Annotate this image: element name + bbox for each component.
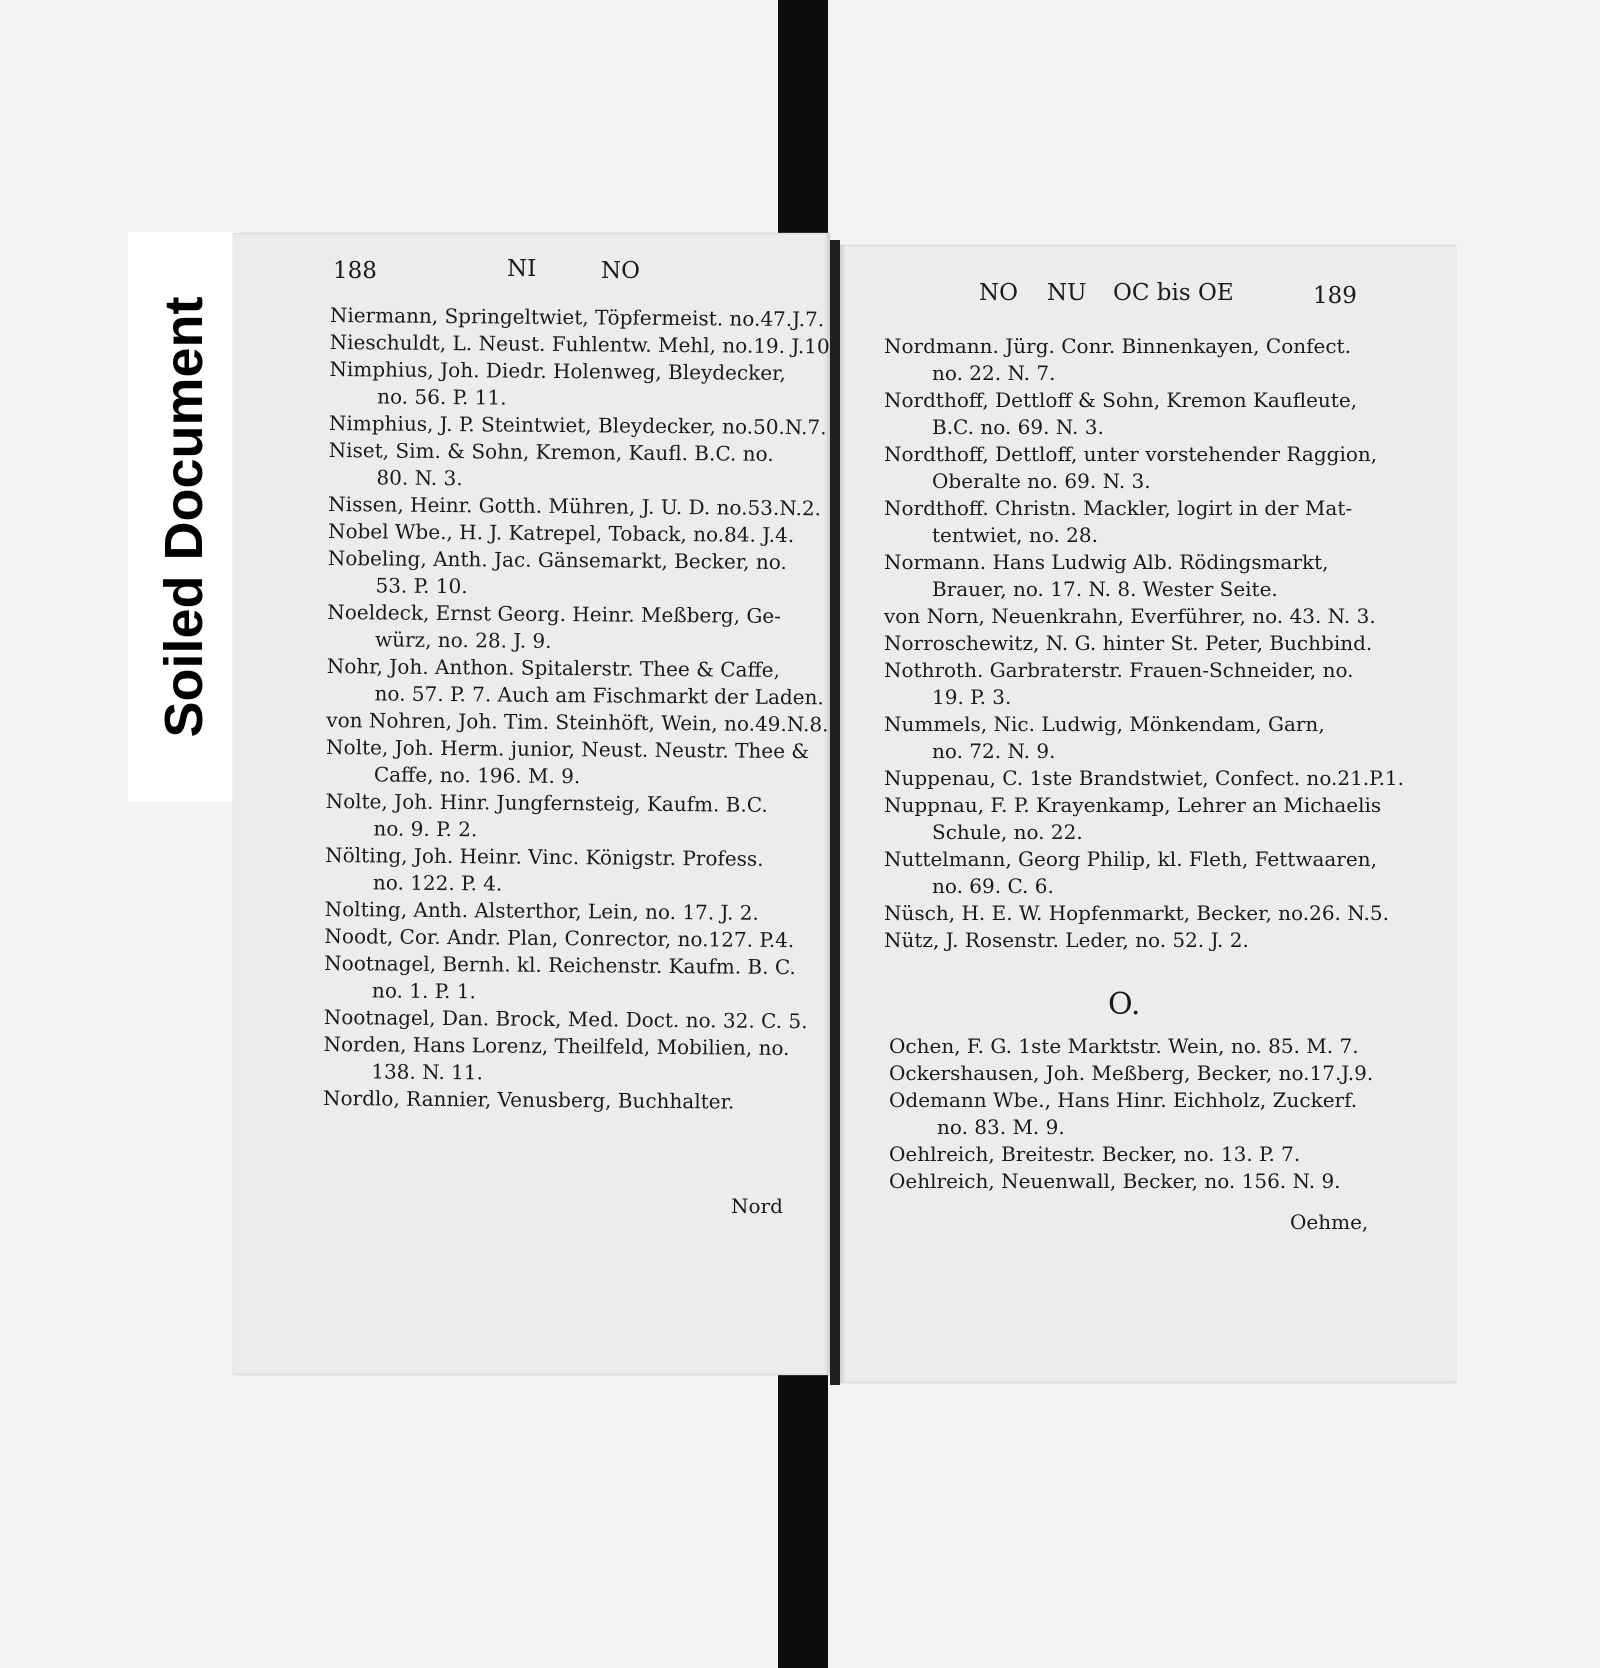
soiled-document-label: Soiled Document bbox=[154, 296, 214, 738]
entry-continuation-line: no. 83. M. 9. bbox=[937, 1115, 1065, 1139]
directory-entry bbox=[884, 792, 1404, 846]
right-entry-list-o bbox=[889, 1033, 1373, 1195]
page-number-right: 189 bbox=[1313, 283, 1357, 309]
directory-entry bbox=[884, 657, 1404, 711]
directory-entry bbox=[889, 1033, 1373, 1060]
entry-line: von Norn, Neuenkrahn, Everführer, no. 43. N. 3. bbox=[884, 604, 1376, 628]
entry-continuation-line: 53. P. 10. bbox=[375, 573, 468, 599]
entry-line: Odemann Wbe., Hans Hinr. Eichholz, Zuckerf. bbox=[889, 1088, 1358, 1112]
entry-line: Nuppenau, C. 1ste Brandstwiet, Confect. no.21.P.1. bbox=[884, 766, 1405, 790]
entry-continuation-line: no. 56. P. 11. bbox=[377, 384, 507, 410]
entry-line: Ochen, F. G. 1ste Marktstr. Wein, no. 85. M. 7. bbox=[889, 1034, 1359, 1058]
entry-line: Noodt, Cor. Andr. Plan, Conrector, no.127. P.4. bbox=[324, 923, 795, 953]
page-number-left: 188 bbox=[333, 258, 377, 284]
entry-line: Nordthoff, Dettloff & Sohn, Kremon Kaufleute, bbox=[884, 388, 1358, 412]
entry-line: Nölting, Joh. Heinr. Vinc. Königstr. Profess. bbox=[325, 842, 764, 871]
entry-line: Ockershausen, Joh. Meßberg, Becker, no.17.J.9. bbox=[889, 1061, 1374, 1085]
running-head-right-2: NU bbox=[1047, 280, 1087, 306]
entry-continuation-line: no. 22. N. 7. bbox=[932, 361, 1056, 385]
entry-line: Oehlreich, Neuenwall, Becker, no. 156. N. 9. bbox=[889, 1169, 1341, 1193]
entry-line: Nobeling, Anth. Jac. Gänsemarkt, Becker, no. bbox=[327, 545, 787, 574]
entry-line: Nieschuldt, L. Neust. Fuhlentw. Mehl, no.19. J.10. bbox=[329, 329, 837, 359]
catchword-left: Nord bbox=[731, 1194, 783, 1218]
directory-entry bbox=[884, 900, 1404, 927]
directory-entry bbox=[884, 927, 1404, 954]
entry-continuation-line: Schule, no. 22. bbox=[932, 820, 1083, 844]
catchword-right: Oehme, bbox=[1290, 1210, 1369, 1234]
entry-continuation-line: 80. N. 3. bbox=[376, 465, 463, 491]
directory-entry bbox=[326, 653, 833, 711]
entry-line: Norroschewitz, N. G. hinter St. Peter, Buchbind. bbox=[884, 631, 1373, 655]
entry-line: Nothroth. Garbraterstr. Frauen-Schneider, no. bbox=[884, 658, 1354, 682]
directory-entry bbox=[323, 1031, 830, 1089]
directory-entry bbox=[889, 1168, 1373, 1195]
entry-continuation-line: Brauer, no. 17. N. 8. Wester Seite. bbox=[932, 577, 1278, 601]
entry-line: Nissen, Heinr. Gotth. Mühren, J. U. D. no.53.N.2. bbox=[328, 491, 822, 521]
entry-line: Norden, Hans Lorenz, Theilfeld, Mobilien, no. bbox=[323, 1031, 790, 1061]
entry-line: Nimphius, J. P. Steintwiet, Bleydecker, no.50.N.7. bbox=[328, 410, 827, 440]
running-head-right-3: OC bis OE bbox=[1113, 280, 1234, 306]
entry-continuation-line: 19. P. 3. bbox=[932, 685, 1012, 709]
entry-line: Oehlreich, Breitestr. Becker, no. 13. P. 7. bbox=[889, 1142, 1301, 1166]
directory-entry bbox=[884, 711, 1404, 765]
running-head-right-1: NO bbox=[979, 280, 1018, 306]
entry-line: Nordthoff. Christn. Mackler, logirt in der Mat- bbox=[884, 496, 1353, 520]
entry-line: Nobel Wbe., H. J. Katrepel, Toback, no.84. J.4. bbox=[327, 518, 795, 548]
directory-entry bbox=[884, 549, 1404, 603]
directory-entry bbox=[884, 846, 1404, 900]
directory-entry bbox=[325, 788, 832, 846]
entry-line: Nolte, Joh. Hinr. Jungfernsteig, Kaufm. B.C. bbox=[325, 788, 768, 817]
directory-entry bbox=[884, 387, 1404, 441]
entry-line: Nuttelmann, Georg Philip, kl. Fleth, Fettwaaren, bbox=[884, 847, 1377, 871]
entry-line: Nootnagel, Dan. Brock, Med. Doct. no. 32. C. 5. bbox=[323, 1004, 808, 1034]
directory-entry bbox=[327, 545, 834, 603]
directory-entry bbox=[329, 356, 836, 414]
directory-entry bbox=[884, 630, 1404, 657]
directory-entry bbox=[889, 1141, 1373, 1168]
directory-entry bbox=[889, 1060, 1373, 1087]
binding-strip-top bbox=[778, 0, 828, 250]
section-heading-o: O. bbox=[1108, 987, 1141, 1022]
entry-line: Nordmann. Jürg. Conr. Binnenkayen, Confect. bbox=[884, 334, 1351, 358]
entry-continuation-line: no. 122. P. 4. bbox=[372, 870, 503, 896]
entry-continuation-line: no. 72. N. 9. bbox=[932, 739, 1056, 763]
entry-line: Nolting, Anth. Alsterthor, Lein, no. 17. J. 2. bbox=[324, 896, 759, 925]
entry-line: Nüsch, H. E. W. Hopfenmarkt, Becker, no.26. N.5. bbox=[884, 901, 1389, 925]
entry-line: Noeldeck, Ernst Georg. Heinr. Meßberg, Ge- bbox=[327, 599, 782, 628]
entry-line: Niermann, Springeltwiet, Töpfermeist. no.47.J.7. bbox=[329, 302, 825, 332]
binding-strip-bottom bbox=[778, 1360, 828, 1668]
directory-entry bbox=[326, 734, 833, 792]
entry-line: Nohr, Joh. Anthon. Spitalerstr. Thee & Caffe, bbox=[326, 653, 781, 682]
directory-entry bbox=[323, 1085, 830, 1116]
running-head-left-2: NO bbox=[601, 258, 640, 284]
entry-line: Nootnagel, Bernh. kl. Reichenstr. Kaufm. B. C. bbox=[324, 950, 796, 980]
directory-entry bbox=[328, 437, 835, 495]
entry-line: Nordlo, Rannier, Venusberg, Buchhalter. bbox=[322, 1085, 735, 1114]
directory-entry bbox=[884, 603, 1404, 630]
entry-continuation-line: würz, no. 28. J. 9. bbox=[374, 627, 552, 653]
directory-entry bbox=[884, 441, 1404, 495]
right-entry-list bbox=[884, 333, 1404, 954]
entry-line: Nütz, J. Rosenstr. Leder, no. 52. J. 2. bbox=[884, 928, 1249, 952]
entry-continuation-line: tentwiet, no. 28. bbox=[932, 523, 1098, 547]
entry-line: Nolte, Joh. Herm. junior, Neust. Neustr. Thee & bbox=[326, 734, 810, 764]
entry-line: von Nohren, Joh. Tim. Steinhöft, Wein, no.49.N.8. bbox=[326, 707, 829, 737]
directory-entry bbox=[884, 333, 1404, 387]
entry-line: Normann. Hans Ludwig Alb. Rödingsmarkt, bbox=[884, 550, 1329, 574]
directory-entry bbox=[889, 1087, 1373, 1141]
directory-entry bbox=[325, 842, 832, 900]
entry-continuation-line: no. 57. P. 7. Auch am Fischmarkt der Laden. bbox=[374, 681, 824, 710]
left-entry-list bbox=[323, 302, 836, 1116]
entry-line: Nummels, Nic. Ludwig, Mönkendam, Garn, bbox=[884, 712, 1325, 736]
entry-line: Nordthoff, Dettloff, unter vorstehender Raggion, bbox=[884, 442, 1378, 466]
entry-continuation-line: no. 69. C. 6. bbox=[932, 874, 1054, 898]
entry-continuation-line: B.C. no. 69. N. 3. bbox=[932, 415, 1104, 439]
directory-entry bbox=[884, 765, 1404, 792]
directory-entry bbox=[324, 950, 831, 1008]
entry-line: Nuppnau, F. P. Krayenkamp, Lehrer an Michaelis bbox=[884, 793, 1382, 817]
directory-entry bbox=[884, 495, 1404, 549]
entry-continuation-line: no. 9. P. 2. bbox=[373, 816, 478, 842]
directory-entry bbox=[327, 599, 834, 657]
entry-continuation-line: no. 1. P. 1. bbox=[371, 978, 477, 1004]
entry-continuation-line: 138. N. 11. bbox=[371, 1059, 484, 1085]
entry-line: Niset, Sim. & Sohn, Kremon, Kaufl. B.C. no. bbox=[328, 437, 774, 466]
running-head-left-1: NI bbox=[507, 256, 537, 282]
entry-line: Nimphius, Joh. Diedr. Holenweg, Bleydecker, bbox=[329, 356, 786, 385]
entry-continuation-line: Oberalte no. 69. N. 3. bbox=[932, 469, 1151, 493]
entry-continuation-line: Caffe, no. 196. M. 9. bbox=[373, 762, 581, 789]
